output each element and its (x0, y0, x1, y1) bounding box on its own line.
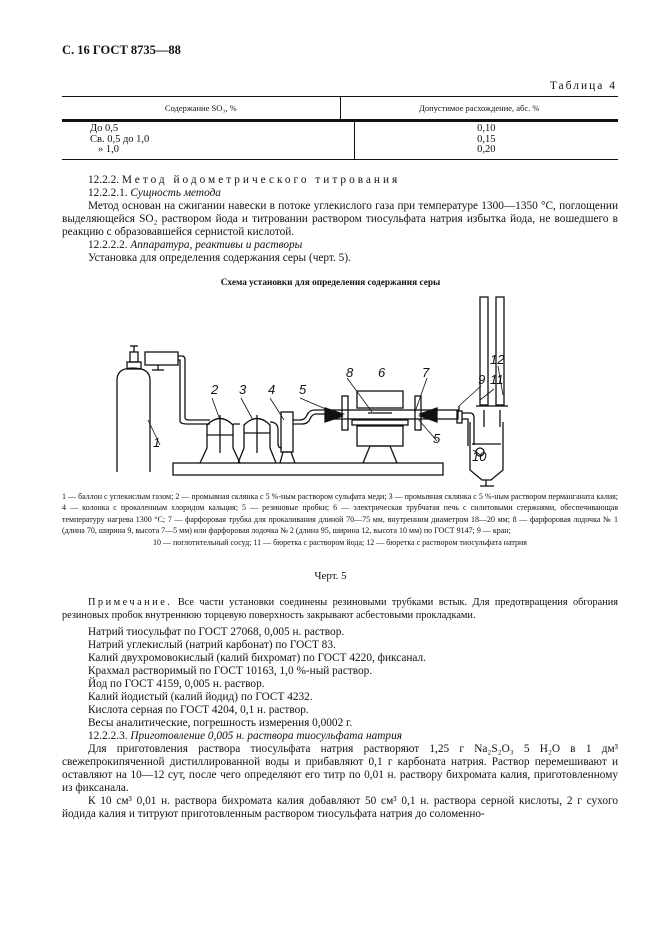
tube-furnace (325, 391, 458, 463)
figure-labels (153, 352, 505, 464)
label-5: 5 (299, 382, 307, 397)
caption-text: 10 — поглотительный сосуд; 11 — бюретка с раствором йода; 12 — бюретка с раствором тиосульфата натрия (153, 537, 527, 547)
subsection-heading (62, 730, 644, 743)
paragraph: Для приготовления раствора тиосульфата натрия растворяют 1,25 г Na₂S₂O₃ 5 H₂O в 1 дм³ свежепрокипяченной дистиллированной воды и прибавляют 0,1 г карбоната натрия. Раствор перемешивают и оставляют на 10—12 сут, после чего определяют его титр по 0,01 н. раствору бихромата калия, приготовленному из фиксанала. (62, 743, 618, 794)
calcium-chloride-column (280, 410, 330, 463)
list-item: Натрий тиосульфат по ГОСТ 27068, 0,005 н. раствор. (88, 626, 345, 638)
list-item: Весы аналитические, погрешность измерения 0,0002 г. (88, 717, 353, 729)
page-header: С. 16 ГОСТ 8735—88 (62, 43, 181, 57)
label-10: 10 (472, 449, 487, 464)
figure-title: Схема установки для определения содержания серы (220, 278, 441, 288)
list-item: Натрий углекислый (натрий карбонат) по ГОСТ 83. (88, 639, 336, 651)
gas-tube (178, 356, 210, 420)
bench (173, 463, 443, 475)
label-5b: 5 (433, 431, 441, 446)
section-title: Аппаратура, реактивы и растворы (130, 239, 303, 251)
list-item: Кислота серная по ГОСТ 4204, 0,1 н. раствор. (88, 704, 309, 716)
section-title: Сущность метода (130, 187, 221, 199)
wash-bottle-3 (233, 415, 282, 463)
note (62, 596, 618, 622)
table-cell: 0,15 (477, 133, 496, 145)
gas-cylinder (117, 346, 178, 472)
section-title: Метод йодометрического титрования (121, 174, 401, 186)
note-label: Примечание. (88, 597, 173, 608)
label-2: 2 (211, 382, 219, 397)
paragraph: К 10 см³ 0,01 н. раствора бихромата калия добавляют 50 см³ 0,1 н. раствора серной кислоты, 2 г сухого йодида калия и титруют приготовленным раствором тиосульфата натрия до соломенно- (62, 795, 618, 820)
label-1: 1 (153, 435, 161, 450)
list-item: Калий йодистый (калий йодид) по ГОСТ 4232. (88, 691, 313, 703)
label-6: 6 (378, 365, 386, 380)
outlet-tube (462, 413, 474, 446)
section-number: 12.2.2.2. (88, 239, 128, 251)
column-header: Содержание SO₃, % (62, 97, 341, 119)
label-9: 9 (478, 372, 486, 387)
list-item: Йод по ГОСТ 4159, 0,005 н. раствор. (88, 678, 265, 690)
label-4: 4 (268, 382, 276, 397)
section-title: Приготовление 0,005 н. раствора тиосульфата натрия (130, 730, 402, 742)
section-number: 12.2.2. (88, 174, 120, 186)
list-item: Крахмал растворимый по ГОСТ 10163, 1,0 %-ный раствор. (88, 665, 373, 677)
wash-bottle-2 (200, 415, 240, 463)
caption-text: 1 — баллон с углекислым газом; 2 — промывная склянка с 5 %-ным раствором сульфата меди; 3 — промывная склянка с 5 %-ным раствором перманганата калия; 4 — колонка с прокаленным хлоридом кальция; 5 — резиновые пробки; 6 — электрическая трубчатая печь с силитовыми стержнями, обеспечивающая температуру нагрева 1300 °С; 7 — фарфоровая трубка для прокаливания длиной 70—75 мм, внутренним диаметром 18—20 мм; 8 — фарфоровая лодочка № 1 (длина 70, ширина 9, высота 7—5 мм) или фарфоровая лодочка № 2 (длина 95, ширина 12, высота 10 мм) по ГОСТ 9147; 9 — кран; (62, 492, 618, 536)
paragraph: Метод основан на сжигании навески в потоке углекислого газа при температуре 1300—1350 °С, поглощении выделяющейся SO₂ раствором йода и титровании раствором тиосульфата натрия избытка йода, не вошедшего в реакцию с образовавшейся сернистой кислотой. (62, 200, 618, 238)
table-cell: 0,10 (477, 123, 496, 134)
reagents-list (62, 626, 618, 730)
table-cell: Св. 0,5 до 1,0 (90, 133, 150, 145)
note-text: Все части установки соединены резиновыми трубками встык. Для предотвращения обгорания резиновых пробок внутреннюю торцевую поверхность закрывают асбестовыми прокладками. (62, 597, 619, 621)
table-cell: 0,20 (477, 144, 496, 155)
figure-number: Черт. 5 (314, 570, 347, 582)
section-number: 12.2.2.1. (88, 187, 128, 199)
table-cell: » 1,0 (98, 144, 119, 155)
label-11: 11 (490, 372, 504, 387)
section-number: 12.2.2.3. (88, 730, 128, 742)
figure-caption (62, 491, 618, 548)
label-12: 12 (490, 352, 505, 367)
list-item: Калий двухромовокислый (калий бихромат) по ГОСТ 4220, фиксанал. (88, 652, 426, 664)
label-7: 7 (422, 365, 430, 380)
table-cell: До 0,5 (90, 123, 119, 134)
table-caption: Таблица 4 (549, 80, 617, 92)
column-header: Допустимое расхождение, абс. % (419, 103, 540, 113)
paragraph: Установка для определения содержания серы (черт. 5). (88, 252, 351, 264)
label-8: 8 (346, 365, 354, 380)
label-3: 3 (239, 382, 247, 397)
